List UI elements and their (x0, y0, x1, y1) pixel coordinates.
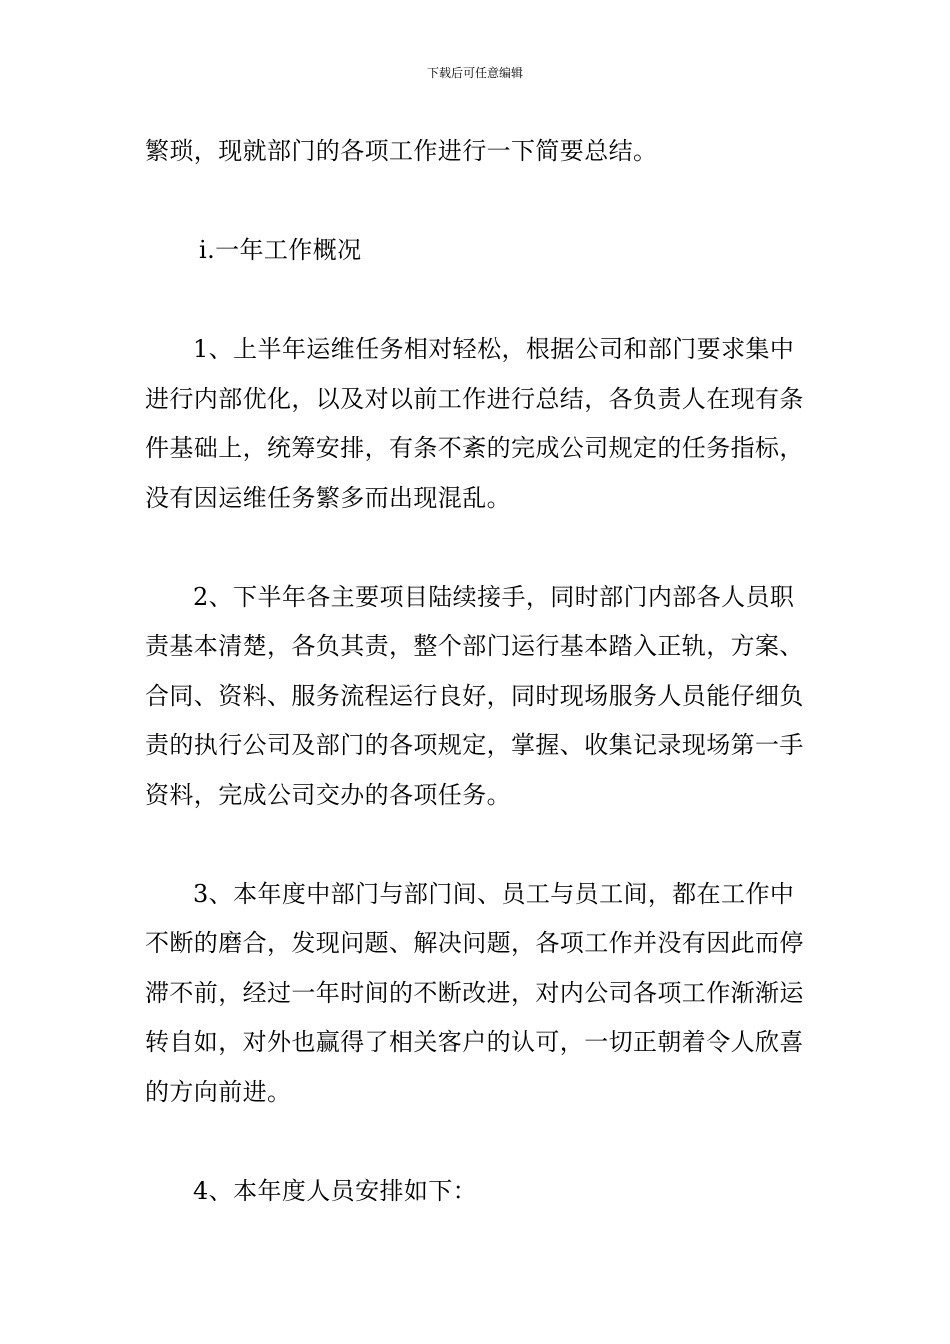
list-item: 3、本年度中部门与部门间、员工与员工间，都在工作中不断的磨合，发现问题、解决问题，各项工作并没有因此而停滞不前，经过一年时间的不断改进，对内公司各项工作渐渐运转自如，对外也赢得了相关客户的认可，一切正朝着令人欣喜的方向前进。 (145, 879, 804, 1106)
lead-paragraph: 繁琐，现就部门的各项工作进行一下简要总结。 (145, 137, 658, 165)
page-header: 下载后可任意编辑 (426, 66, 523, 80)
list-item: 2、下半年各主要项目陆续接手，同时部门内部各人员职责基本清楚，各负其责，整个部门运行基本踏入正轨，方案、合同、资料、服务流程运行良好，同时现场服务人员能仔细负责的执行公司及部门的各项规定，掌握、收集记录现场第一手资料，完成公司交办的各项任务。 (145, 582, 804, 809)
list-item: 1、上半年运维任务相对轻松，根据公司和部门要求集中进行内部优化，以及对以前工作进行总结，各负责人在现有条件基础上，统筹安排，有条不紊的完成公司规定的任务指标，没有因运维任务繁多而出现混乱。 (145, 335, 804, 512)
document-body (145, 127, 815, 1216)
section-heading: ⅰ.一年工作概况 (199, 236, 362, 264)
list-item: 4、本年度人员安排如下： (193, 1176, 478, 1205)
